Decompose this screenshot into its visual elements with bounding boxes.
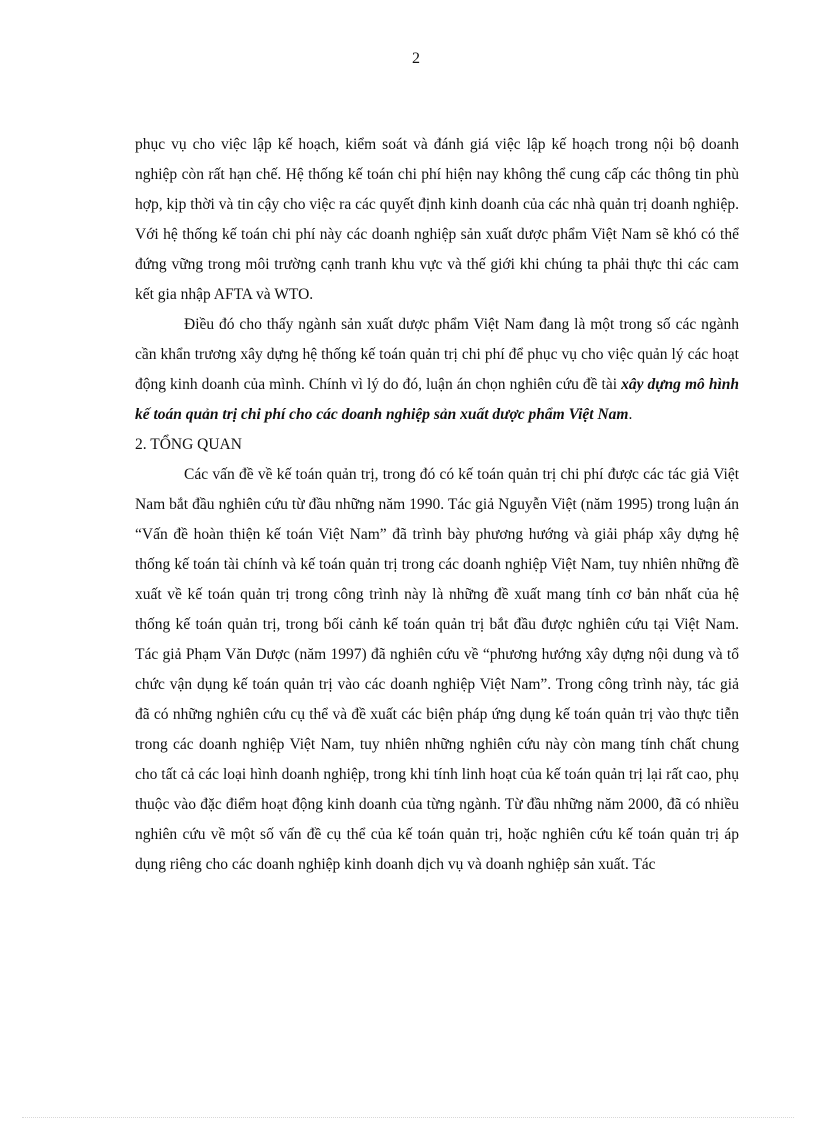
document-body xyxy=(135,130,739,880)
paragraph-overview: Các vấn đề về kế toán quản trị, trong đó có kế toán quản trị chi phí được các tác giả Việt Nam bắt đầu nghiên cứu từ đầu những năm 1990. Tác giả Nguyễn Việt (năm 1995) trong luận án “Vấn đề hoàn thiện kế toán Việt Nam” đã trình bày phương hướng và giải pháp xây dựng hệ thống kế toán tài chính và kế toán quản trị trong các doanh nghiệp Việt Nam, tuy nhiên những đề xuất về kế toán quản trị trong công trình này là những đề xuất mang tính cơ bản nhất của hệ thống kế toán quản trị, trong bối cảnh kế toán quản trị bắt đầu được nghiên cứu tại Việt Nam. Tác giả Phạm Văn Dược (năm 1997) đã nghiên cứu về “phương hướng xây dựng nội dung và tổ chức vận dụng kế toán quản trị vào các doanh nghiệp Việt Nam”. Trong công trình này, tác giả đã có những nghiên cứu cụ thể và đề xuất các biện pháp ứng dụng kế toán quản trị vào thực tiễn trong các doanh nghiệp Việt Nam, tuy nhiên những nghiên cứu này còn mang tính chất chung cho tất cả các loại hình doanh nghiệp, trong khi tính linh hoạt của kế toán quản trị lại rất cao, phụ thuộc vào đặc điểm hoạt động kinh doanh của từng ngành. Từ đầu những năm 2000, đã có nhiều nghiên cứu về một số vấn đề cụ thể của kế toán quản trị, hoặc nghiên cứu kế toán quản trị áp dụng riêng cho các doanh nghiệp kinh doanh dịch vụ và doanh nghiệp sản xuất. Tác xyxy=(135,466,739,873)
section-heading: 2. TỔNG QUAN xyxy=(135,436,242,453)
paragraph-intro-continuation: phục vụ cho việc lập kế hoạch, kiểm soát và đánh giá việc lập kế hoạch trong nội bộ doanh nghiệp còn rất hạn chế. Hệ thống kế toán chi phí hiện nay không thể cung cấp các thông tin phù hợp, kịp thời và tin cậy cho việc ra các quyết định kinh doanh của các nhà quản trị doanh nghiệp. Với hệ thống kế toán chi phí này các doanh nghiệp sản xuất dược phẩm Việt Nam sẽ khó có thể đứng vững trong môi trường cạnh tranh khu vực và thế giới khi chúng ta phải thực thi các cam kết gia nhập AFTA và WTO. xyxy=(135,136,739,303)
paragraph-research-topic-text: Điều đó cho thấy ngành sản xuất dược phẩm Việt Nam đang là một trong số các ngành cần khẩn trương xây dựng hệ thống kế toán quản trị chi phí để phục vụ cho việc quản lý các hoạt động kinh doanh của mình. Chính vì lý do đó, luận án chọn nghiên cứu đề tài xyxy=(135,316,739,393)
page-number: 2 xyxy=(412,50,420,67)
research-topic-title: xây dựng mô hình kế toán quản trị chi phí cho các doanh nghiệp sản xuất dược phẩm Việt Nam xyxy=(135,376,739,423)
paragraph-research-topic xyxy=(135,310,739,430)
page-bottom-divider xyxy=(22,1117,794,1118)
paragraph-research-topic-end: . xyxy=(628,406,633,423)
